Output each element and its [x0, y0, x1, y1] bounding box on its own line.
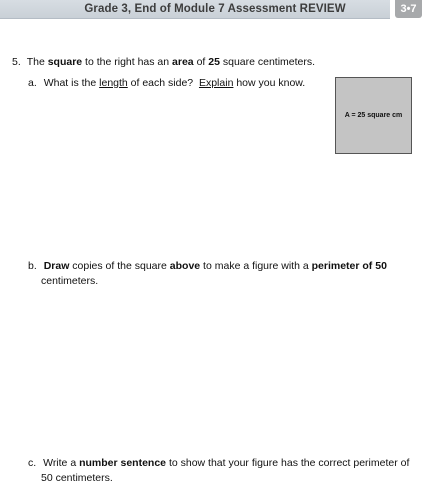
part-c-prompt: [28, 456, 409, 470]
question-stem: [12, 55, 315, 69]
stem-text-1: The: [26, 56, 48, 68]
part-b-letter: b.: [28, 260, 37, 272]
header-bar: [0, 0, 390, 19]
stem-text-3: of: [193, 56, 209, 68]
stem-bold-area: area: [172, 56, 194, 68]
module-badge: 3•7: [395, 0, 422, 18]
part-b-line-2: centimeters.: [41, 275, 99, 287]
part-b-prompt: [28, 259, 387, 273]
question-number: 5.: [12, 56, 21, 68]
stem-text-2: to the right has an: [82, 56, 173, 68]
part-a-underline-length: length: [99, 77, 128, 89]
stem-bold-square: square: [47, 56, 83, 68]
stem-text-4: square centimeters.: [219, 56, 316, 68]
part-c-bold-number-sentence: number sentence: [79, 457, 167, 469]
part-a-prompt: [28, 76, 305, 90]
part-b-text-1: copies of the square: [69, 260, 170, 272]
page-title: Grade 3, End of Module 7 Assessment REVIEW: [84, 3, 346, 15]
stem-bold-25: 25: [208, 56, 220, 68]
part-a-text-1: What is the: [43, 77, 100, 89]
part-a-underline-explain: Explain: [198, 77, 234, 89]
part-b-text-2: to make a figure with a: [200, 260, 312, 272]
square-figure: [335, 77, 412, 154]
part-b-bold-perimeter: perimeter of 50: [311, 260, 387, 272]
part-b-bold-above: above: [169, 260, 201, 272]
part-c-text-2: to show that your figure has the correct perimeter of: [166, 457, 410, 469]
part-a-letter: a.: [28, 77, 37, 89]
part-c-line-2: 50 centimeters.: [41, 472, 113, 484]
square-area-label: A = 25 square cm: [344, 112, 403, 119]
part-b-bold-draw: Draw: [43, 260, 70, 272]
part-a-text-2: of each side?: [127, 77, 199, 89]
part-a-text-3: how you know.: [233, 77, 306, 89]
part-c-letter: c.: [28, 457, 37, 469]
part-c-text-1: Write a: [43, 457, 80, 469]
